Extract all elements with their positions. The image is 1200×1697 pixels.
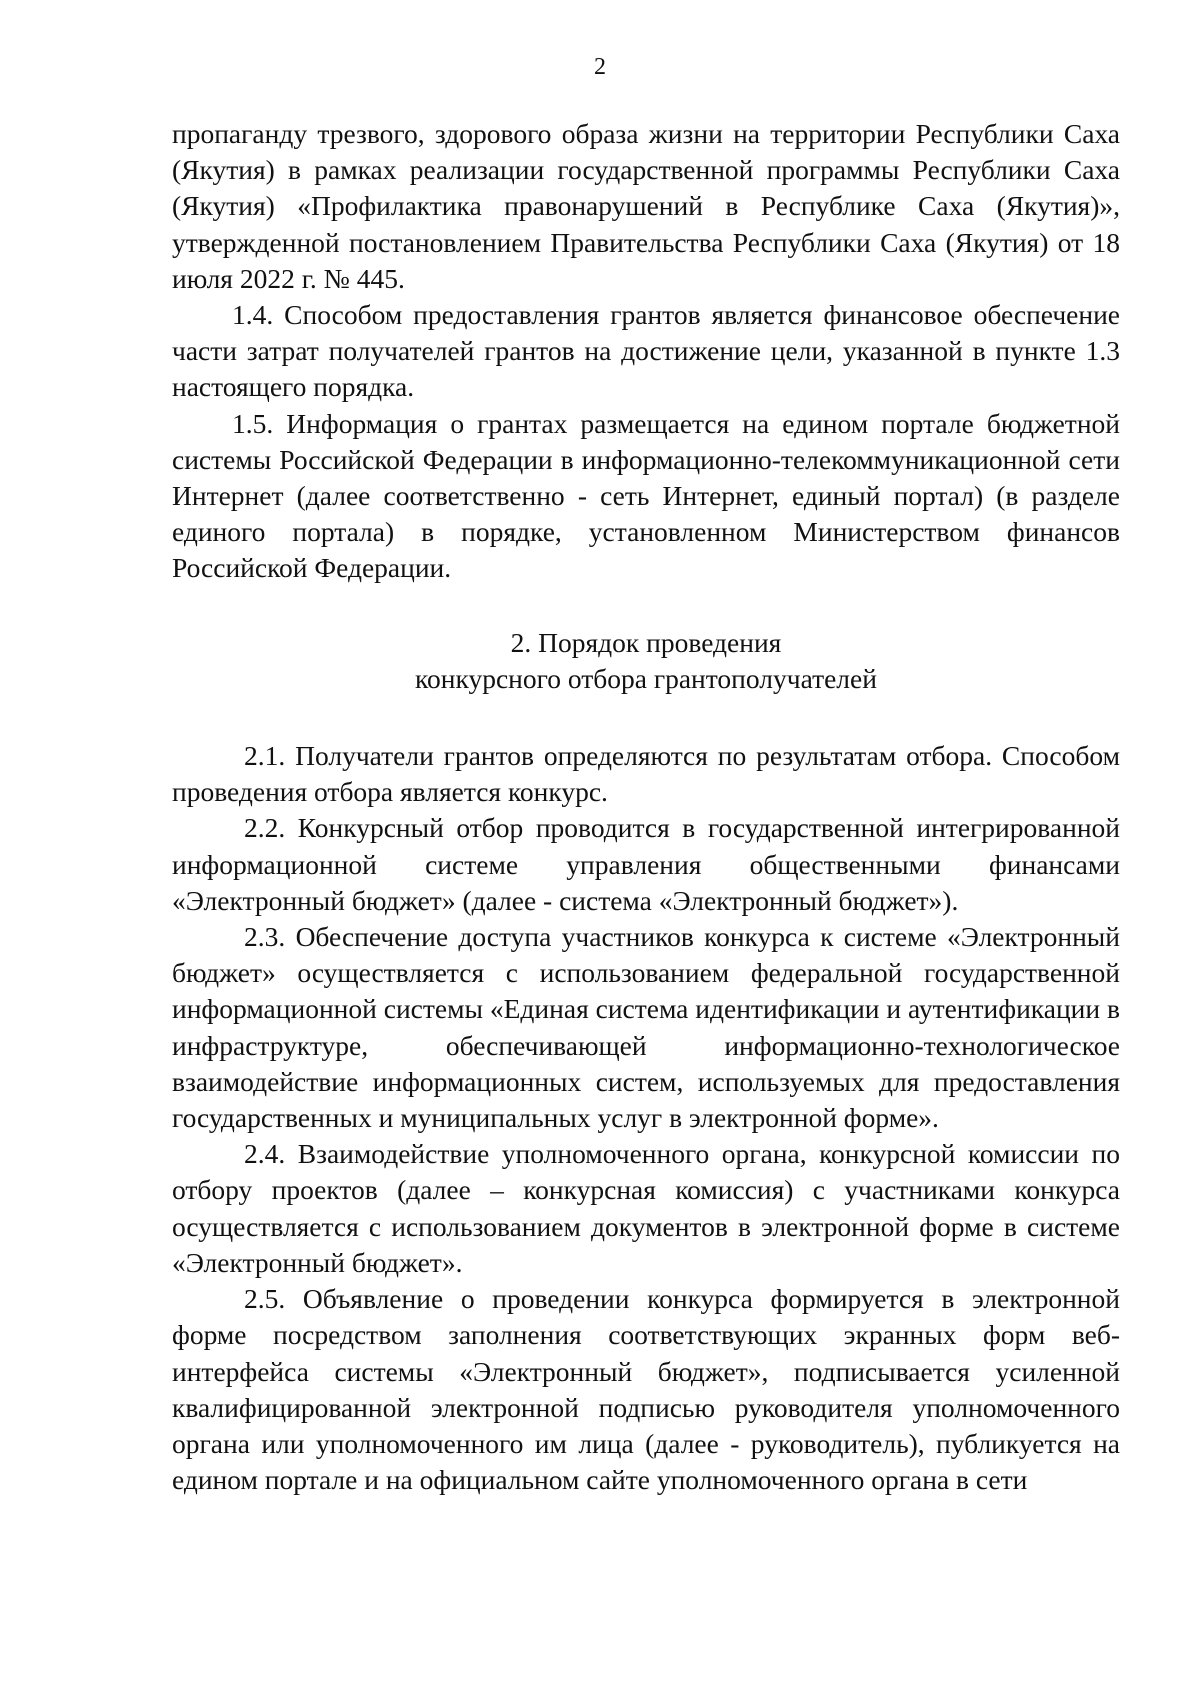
paragraph-1-3-continuation: пропаганду трезвого, здорового образа жизни на территории Республики Саха (Якутия) в рамках реализации государственной программы Республики Саха (Якутия) «Профилактика правонарушений в Республике Саха (Якутия)», утвержденной постановлением Правительства Республики Саха (Якутия) от 18 июля 2022 г. № 445.	[172, 118, 1120, 294]
page-number: 2	[594, 54, 606, 80]
paragraph-2-3: 2.3. Обеспечение доступа участников конкурса к системе «Электронный бюджет» осуществляется с использованием федеральной государственной информационной системы «Единая система идентификации и аутентификации в инфраструктуре, обеспечивающей информационно-технологическое взаимодействие информационных систем, используемых для предоставления государственных и муниципальных услуг в электронной форме».	[172, 921, 1120, 1134]
paragraph-2-2: 2.2. Конкурсный отбор проводится в государственной интегрированной информационной системе управления общественными финансами «Электронный бюджет» (далее - система «Электронный бюджет»).	[172, 812, 1120, 916]
section-heading-line-1: 2. Порядок проведения	[510, 626, 782, 658]
paragraph-2-1: 2.1. Получатели грантов определяются по результатам отбора. Способом проведения отбора является конкурс.	[172, 740, 1120, 808]
paragraph-2-5: 2.5. Объявление о проведении конкурса формируется в электронной форме посредством заполнения соответствующих экранных форм веб-интерфейса системы «Электронный бюджет», подписывается усиленной квалифицированной электронной подписью руководителя уполномоченного органа или уполномоченного им лица (далее - руководитель), публикуется на едином портале и на официальном сайте уполномоченного органа в сети	[172, 1283, 1120, 1496]
paragraph-2-4: 2.4. Взаимодействие уполномоченного органа, конкурсной комиссии по отбору проектов (далее – конкурсная комиссия) с участниками конкурса осуществляется с использованием документов в электронной форме в системе «Электронный бюджет».	[172, 1138, 1120, 1278]
section-2-heading	[172, 625, 1120, 697]
paragraph-1-5: 1.5. Информация о грантах размещается на едином портале бюджетной системы Российской Федерации в информационно-телекоммуникационной сети Интернет (далее соответственно - сеть Интернет, единый портал) (в разделе единого портала) в порядке, установленном Министерством финансов Российской Федерации.	[172, 407, 1120, 584]
section-heading-line-2: конкурсного отбора грантополучателей	[415, 662, 877, 694]
document-body	[172, 116, 1120, 1498]
paragraph-1-4: 1.4. Способом предоставления грантов является финансовое обеспечение части затрат получателей грантов на достижение цели, указанной в пункте 1.3 настоящего порядка.	[172, 299, 1120, 403]
